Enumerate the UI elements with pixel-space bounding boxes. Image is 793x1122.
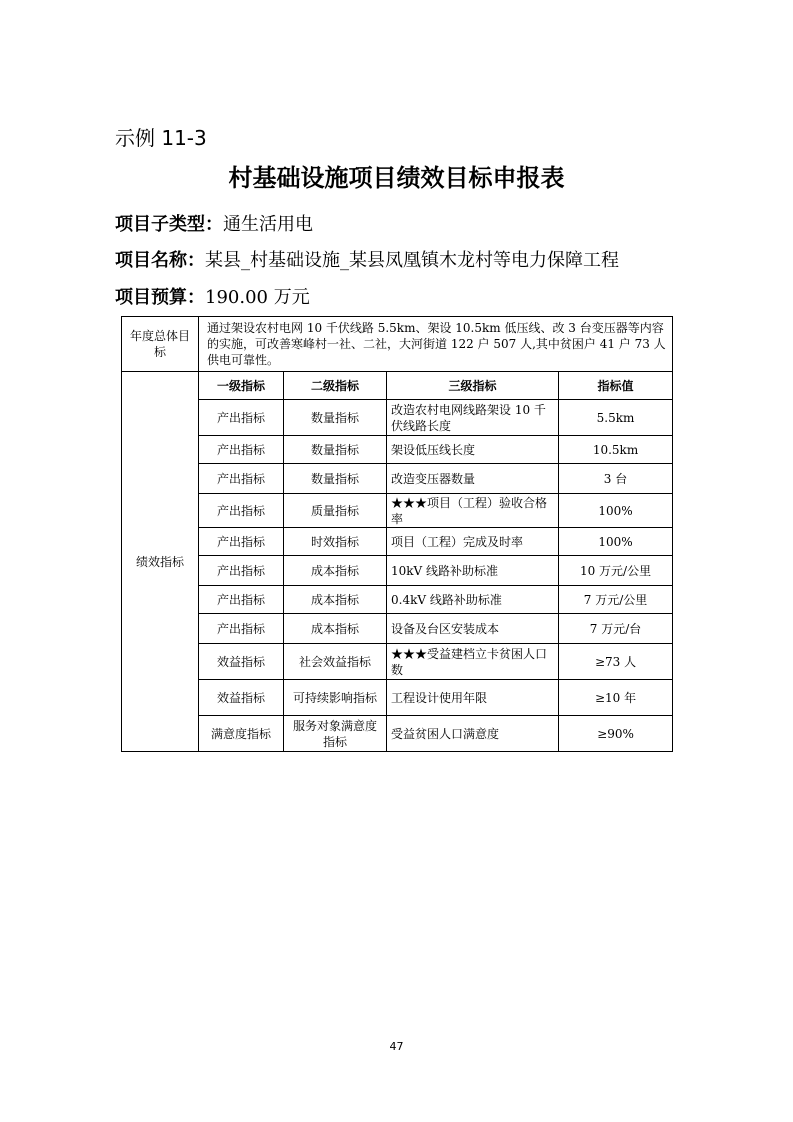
table-row [122,680,673,716]
level3-cell: 设备及台区安装成本 [387,614,559,644]
value-cell: ≥73 人 [559,644,673,680]
page-title: 村基础设施项目绩效目标申报表 [228,163,565,192]
level1-cell: 效益指标 [199,680,284,716]
level1-cell: 产出指标 [199,464,284,494]
header-row [122,372,673,400]
level3-cell: 10kV 线路补助标准 [387,556,559,586]
level2-cell: 社会效益指标 [284,644,387,680]
project-name-value: 某县_村基础设施_某县凤凰镇木龙村等电力保障工程 [205,250,619,271]
level2-cell: 成本指标 [284,586,387,614]
table-row [122,528,673,556]
table-row [122,644,673,680]
project-name-key: 项目名称： [115,250,205,271]
level2-cell: 数量指标 [284,400,387,436]
table-row [122,494,673,528]
value-cell: 100% [559,494,673,528]
example-label: 示例 11-3 [115,126,207,150]
level2-cell: 成本指标 [284,556,387,586]
performance-label: 绩效指标 [122,372,199,752]
project-budget [115,283,310,309]
level1-cell: 产出指标 [199,400,284,436]
value-cell: ≥90% [559,716,673,752]
level3-cell: 架设低压线长度 [387,436,559,464]
level1-cell: 产出指标 [199,556,284,586]
table-row [122,464,673,494]
level3-cell: 0.4kV 线路补助标准 [387,586,559,614]
value-cell: 100% [559,528,673,556]
table-row [122,400,673,436]
level1-cell: 满意度指标 [199,716,284,752]
value-cell: 10.5km [559,436,673,464]
level3-cell: 改造农村电网线路架设 10 千伏线路长度 [387,400,559,436]
project-subtype [115,210,313,236]
level1-cell: 产出指标 [199,528,284,556]
value-cell: 7 万元/台 [559,614,673,644]
level1-cell: 产出指标 [199,614,284,644]
level2-cell: 时效指标 [284,528,387,556]
project-subtype-key: 项目子类型： [115,214,223,235]
value-cell: 10 万元/公里 [559,556,673,586]
header-level1: 一级指标 [199,372,284,400]
project-budget-value: 190.00 万元 [205,287,310,308]
table-row [122,614,673,644]
table-row [122,586,673,614]
level2-cell: 可持续影响指标 [284,680,387,716]
level3-cell: 受益贫困人口满意度 [387,716,559,752]
project-budget-key: 项目预算： [115,287,205,308]
level1-cell: 效益指标 [199,644,284,680]
value-cell: 5.5km [559,400,673,436]
table-row [122,436,673,464]
level3-cell: 项目（工程）完成及时率 [387,528,559,556]
level2-cell: 服务对象满意度指标 [284,716,387,752]
value-cell: 3 台 [559,464,673,494]
project-subtype-value: 通生活用电 [223,214,313,235]
level3-cell: 改造变压器数量 [387,464,559,494]
level1-cell: 产出指标 [199,494,284,528]
header-level3: 三级指标 [387,372,559,400]
header-value: 指标值 [559,372,673,400]
annual-goal-text: 通过架设农村电网 10 千伏线路 5.5km、架设 10.5km 低压线、改 3 台变压器等内容的实施，可改善寒峰村一社、二社，大河街道 122 户 507 人,其中贫困户 41 户 73 人供电可靠性。 [199,317,673,372]
level3-cell: 工程设计使用年限 [387,680,559,716]
project-name [115,246,619,272]
table-row [122,716,673,752]
value-cell: 7 万元/公里 [559,586,673,614]
page-number: 47 [389,1040,404,1053]
header-level2: 二级指标 [284,372,387,400]
level2-cell: 质量指标 [284,494,387,528]
level2-cell: 成本指标 [284,614,387,644]
annual-goal-row [122,317,673,372]
table-row [122,556,673,586]
level1-cell: 产出指标 [199,436,284,464]
level3-cell: ★★★项目（工程）验收合格率 [387,494,559,528]
performance-table [121,316,673,752]
level2-cell: 数量指标 [284,436,387,464]
annual-goal-label: 年度总体目标 [122,317,199,372]
level3-cell: ★★★受益建档立卡贫困人口数 [387,644,559,680]
level1-cell: 产出指标 [199,586,284,614]
value-cell: ≥10 年 [559,680,673,716]
level2-cell: 数量指标 [284,464,387,494]
